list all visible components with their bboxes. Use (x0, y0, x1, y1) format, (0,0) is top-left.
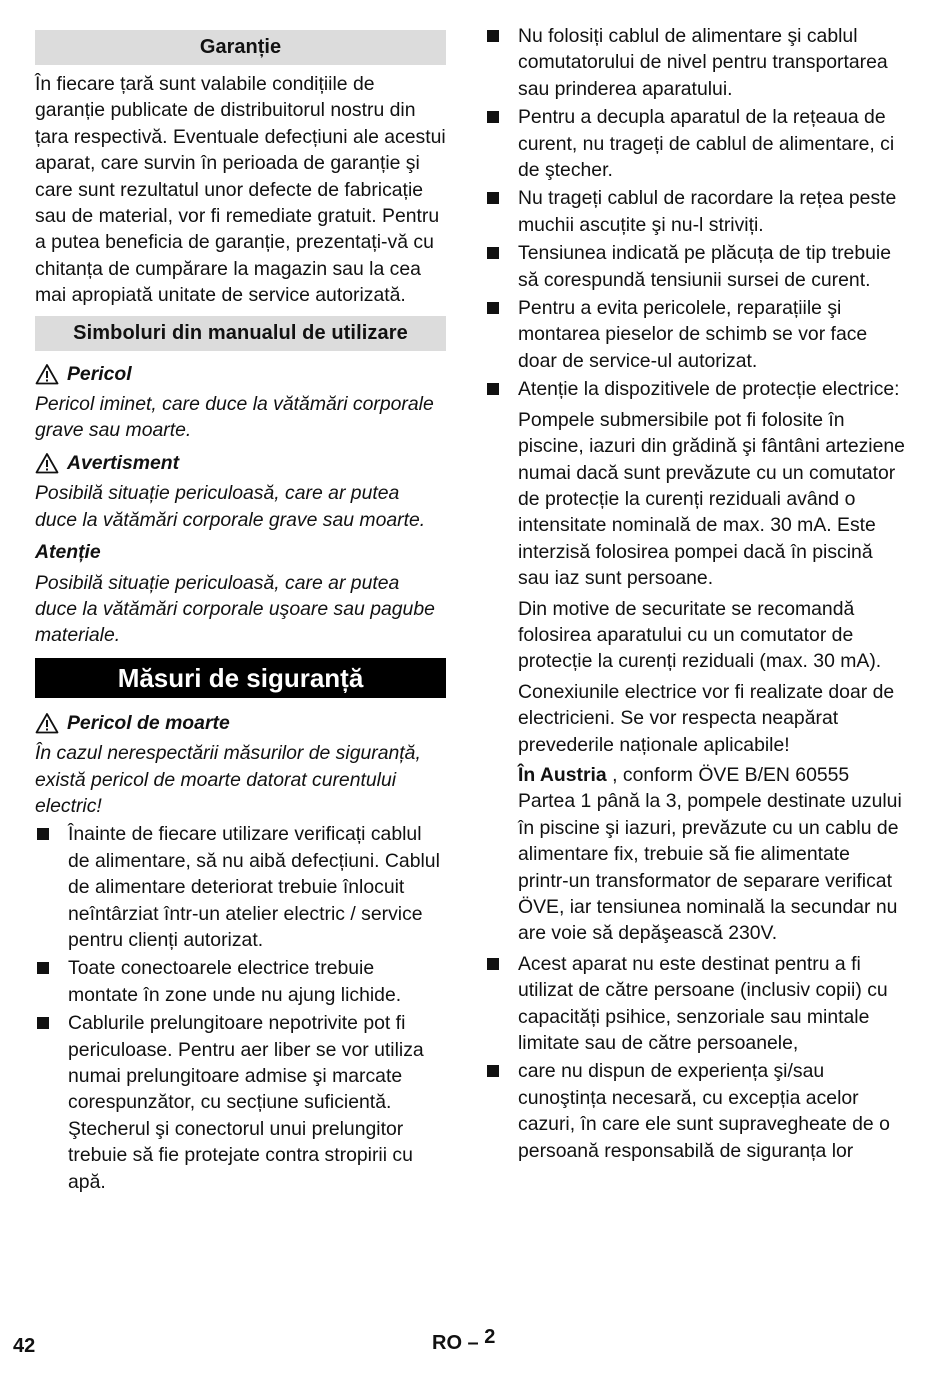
left-bullet-list (35, 821, 446, 1195)
list-item: Cablurile prelungitoare nepotrivite pot fi periculoase. Pentru aer liber se vor utiliza numai prelungitoare admise şi marcate corespunzător, cu secțiune suficientă. Ştecherul şi conectorul unui prelungitor trebuie să fie protejate contra stropirii cu apă. (35, 1010, 446, 1195)
bullet-square-icon (487, 30, 499, 42)
danger-label: Pericol (67, 362, 132, 385)
warning-triangle-icon (35, 452, 59, 474)
warning-heading (35, 450, 446, 476)
mortal-danger-text: În cazul nerespectării măsurilor de siguranță, există pericol de moarte datorat curentului electric! (35, 742, 421, 817)
right-column (485, 23, 905, 1166)
list-item: Nu trageți cablul de racordare la rețea peste muchii ascuțite şi nu-l striviți. (485, 185, 905, 238)
bullet-square-icon (487, 247, 499, 259)
bullet-square-icon (487, 192, 499, 204)
list-item: Nu folosiți cablul de alimentare şi cablul comutatorului de nivel pentru transportarea sau prinderea aparatului. (485, 23, 905, 102)
bullet-square-icon (37, 828, 49, 840)
warning-triangle-icon (35, 363, 59, 385)
list-item: Atenție la dispozitivele de protecție electrice: (485, 376, 905, 402)
rcd-recommendation-text: Din motive de securitate se recomandă folosirea aparatului cu un comutator de protecție la curenți reziduali (max. 30 mA). (518, 597, 882, 673)
caution-text: Posibilă situație periculoasă, care ar putea duce la vătămări corporale uşoare sau pagube materiale. (35, 571, 435, 647)
mortal-danger-label: Pericol de moarte (67, 711, 230, 734)
caution-label: Atenție (35, 541, 101, 564)
rcd-pools-text: Pompele submersibile pot fi folosite în piscine, iazuri din grădină şi fântâni arteziene numai dacă sunt prevăzute cu un comutator de protecție la curenți reziduali având o intensitate nominală de max. 30 mA. Este interzisă folosirea pompei dacă în piscină sau iaz sunt persoane. (518, 408, 905, 590)
warning-triangle-icon (35, 712, 59, 734)
right-bullet-list (485, 23, 905, 403)
warranty-heading: Garanție (35, 30, 446, 65)
right-bullet-list-2 (485, 951, 905, 1164)
austria-label: În Austria (518, 763, 607, 786)
bullet-square-icon (487, 111, 499, 123)
list-item: Înainte de fiecare utilizare verificați cablul de alimentare, să nu aibă defecțiuni. Cablul de alimentare deteriorat trebuie înlocuit neîntârziat într-un atelier electric / service pentru clienți autorizat. (35, 821, 446, 953)
page-number: 42 (13, 1335, 36, 1357)
warning-text: Posibilă situație periculoasă, care ar putea duce la vătămări corporale grave sau moarte. (35, 482, 426, 531)
language-page-label: RO – 2 (432, 1326, 496, 1354)
bullet-square-icon (37, 962, 49, 974)
danger-text: Pericol iminet, care duce la vătămări corporale grave sau moarte. (35, 393, 434, 442)
list-item: Pentru a decupla aparatul de la rețeaua de curent, nu trageți de cablul de alimentare, ci de ştecher. (485, 104, 905, 183)
list-item: care nu dispun de experiența şi/sau cunoştința necesară, cu excepția acelor cazuri, în care ele sunt supravegheate de o persoană responsabilă de siguranța lor (485, 1058, 905, 1164)
left-column (35, 30, 446, 1197)
list-item: Pentru a evita pericolele, reparațiile şi montarea pieselor de schimb se vor face doar de service-ul autorizat. (485, 295, 905, 374)
danger-heading (35, 361, 446, 387)
safety-heading: Măsuri de siguranță (35, 658, 446, 698)
caution-heading (35, 539, 446, 565)
warranty-text: În fiecare țară sunt valabile condițiile de garanție publicate de distribuitorul nostru din țara respectivă. Eventuale defecțiuni ale acestui aparat, care survin în perioada de garanție şi care sunt rezultatul unor defecte de fabricație sau de material, vor fi remediate gratuit. Pentru a putea beneficia de garanție, prezentați-vă cu chitanța de cumpărare la magazin sau la cea mai apropiată unitate de service autorizată. (35, 73, 446, 307)
warning-label: Avertisment (67, 451, 180, 474)
austria-text: În Austria , conform ÖVE B/EN 60555 Partea 1 până la 3, pompele destinate uzului în piscine şi iazuri, prevăzute cu un cablu de alimentare fix, trebuie să fie alimentate printr-un transformator de separare verificat ÖVE, iar tensiunea nominală la secundar nu are voie să depăşească 230V. (518, 763, 902, 945)
bullet-square-icon (487, 383, 499, 395)
bullet-square-icon (487, 958, 499, 970)
electrician-text: Conexiunile electrice vor fi realizate doar de electricieni. Se vor respecta neapărat prevederile naționale aplicabile! (518, 680, 895, 756)
mortal-danger-heading (35, 710, 446, 736)
bullet-square-icon (487, 1065, 499, 1077)
list-item: Tensiunea indicată pe plăcuța de tip trebuie să corespundă tensiunii sursei de curent. (485, 240, 905, 293)
symbols-heading: Simboluri din manualul de utilizare (35, 316, 446, 351)
bullet-square-icon (37, 1017, 49, 1029)
list-item: Toate conectoarele electrice trebuie montate în zone unde nu ajung lichide. (35, 955, 446, 1008)
bullet-square-icon (487, 302, 499, 314)
list-item: Acest aparat nu este destinat pentru a fi utilizat de către persoane (inclusiv copii) cu capacități psihice, senzoriale sau mintale limitate sau de către persoanele, (485, 951, 905, 1057)
